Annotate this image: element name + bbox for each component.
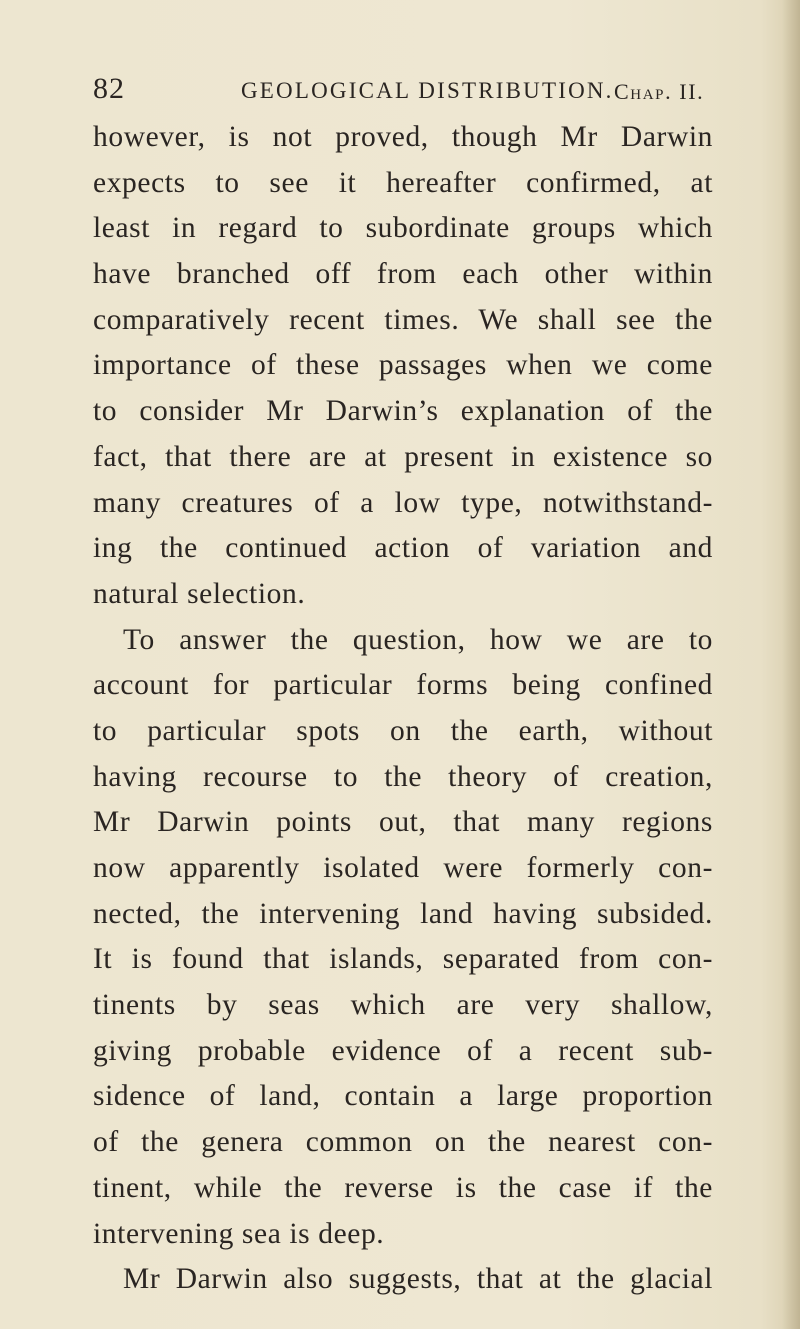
- text-line: tinents by seas which are very shallow,: [93, 989, 713, 1022]
- text-line: It is found that islands, separated from con-: [93, 943, 713, 976]
- page-edge-shadow: [782, 0, 800, 1329]
- text-line: Mr Darwin also suggests, that at the glacial: [123, 1263, 713, 1296]
- text-line: nected, the intervening land having subsided.: [93, 897, 713, 930]
- chapter-reference: Chap. II.: [614, 79, 705, 104]
- page-header: [93, 72, 713, 112]
- text-line: least in regard to subordinate groups which: [93, 212, 713, 245]
- text-line: now apparently isolated were formerly con-: [93, 852, 713, 884]
- text-line: sidence of land, contain a large proportion: [93, 1080, 713, 1113]
- text-line: having recourse to the theory of creation,: [93, 760, 713, 793]
- text-line: comparatively recent times. We shall see the: [93, 303, 713, 336]
- text-line: importance of these passages when we come: [93, 349, 713, 382]
- page-number: 82: [93, 72, 125, 105]
- text-line: tinent, while the reverse is the case if the: [93, 1171, 713, 1204]
- text-line: have branched off from each other within: [93, 258, 713, 291]
- text-line: natural selection.: [93, 577, 306, 610]
- text-line: account for particular forms being confined: [93, 669, 713, 702]
- body-text: [93, 115, 713, 1303]
- text-line: fact, that there are at present in existence so: [93, 440, 713, 473]
- text-line: ing the continued action of variation and: [93, 532, 713, 565]
- text-line: to consider Mr Darwin’s explanation of the: [93, 395, 713, 428]
- text-line: of the genera common on the nearest con-: [93, 1126, 713, 1159]
- text-line: Mr Darwin points out, that many regions: [93, 806, 713, 839]
- text-line: many creatures of a low type, notwithstand-: [93, 486, 713, 519]
- text-line: giving probable evidence of a recent sub-: [93, 1034, 713, 1067]
- text-line: intervening sea is deep.: [93, 1217, 385, 1250]
- text-line: to particular spots on the earth, without: [93, 714, 713, 747]
- text-line: To answer the question, how we are to: [123, 623, 713, 656]
- text-line: however, is not proved, though Mr Darwin: [93, 121, 713, 153]
- running-title: GEOLOGICAL DISTRIBUTION.: [241, 78, 614, 103]
- text-line: expects to see it hereafter confirmed, at: [93, 166, 713, 199]
